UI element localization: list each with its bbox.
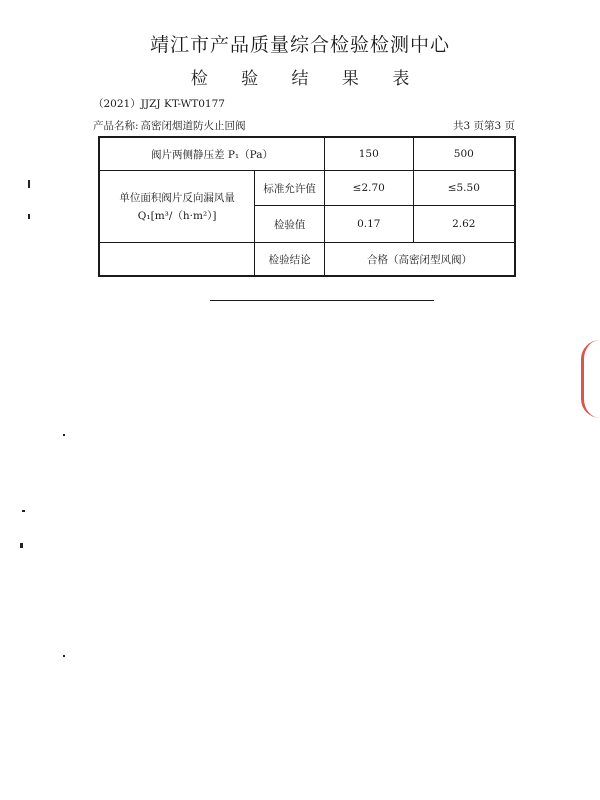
document-title-char: 结 <box>291 69 309 89</box>
pressure-param-cell: 阀片两侧静压差 P₁（Pa） <box>99 137 324 171</box>
document-title-char: 检 <box>190 69 208 89</box>
test-value-1: 0.17 <box>324 206 413 243</box>
leakage-param-line-2: Q₁[m³/（h·m²）] <box>137 209 217 222</box>
document-title <box>0 64 600 89</box>
conclusion-label-cell: 检验结论 <box>255 243 325 277</box>
organization-title: 靖江市产品质量综合检验检测中心 <box>149 34 450 56</box>
standard-value-2: ≤5.50 <box>413 171 515 206</box>
document-title-char: 果 <box>341 69 359 89</box>
stamp-edge <box>581 340 600 418</box>
test-value-2: 2.62 <box>413 206 515 243</box>
standard-label-cell: 标准允许值 <box>255 171 325 206</box>
scan-speck <box>28 180 30 188</box>
product-name-value: 高密闭烟道防火止回阀 <box>140 120 246 132</box>
pressure-value-1: 150 <box>324 137 413 171</box>
test-label-cell: 检验值 <box>255 206 325 243</box>
leakage-param-cell <box>99 171 255 243</box>
end-divider-line <box>210 300 434 301</box>
page-number-info: 共3 页第3 页 <box>452 120 515 132</box>
standard-value-1: ≤2.70 <box>324 171 413 206</box>
table-row <box>99 137 515 171</box>
pressure-value-2: 500 <box>413 137 515 171</box>
product-name-label: 产品名称: <box>93 120 139 132</box>
conclusion-value-cell: 合格（高密闭型风阀） <box>324 243 515 277</box>
scan-speck <box>22 510 25 512</box>
document-title-char: 验 <box>241 69 259 89</box>
empty-cell <box>99 243 255 277</box>
table-row <box>99 171 515 206</box>
table-row <box>99 243 515 277</box>
product-name-line <box>93 118 246 133</box>
leakage-param-line-1: 单位面积阀片反向漏风量 <box>119 191 235 204</box>
scan-speck <box>20 543 23 548</box>
scan-speck <box>28 214 30 219</box>
document-title-char: 表 <box>392 69 410 89</box>
scan-speck <box>63 655 65 657</box>
report-number: （2021）JJZJ KT-WT0177 <box>93 98 225 110</box>
results-table <box>98 136 516 277</box>
scan-speck <box>63 434 65 436</box>
